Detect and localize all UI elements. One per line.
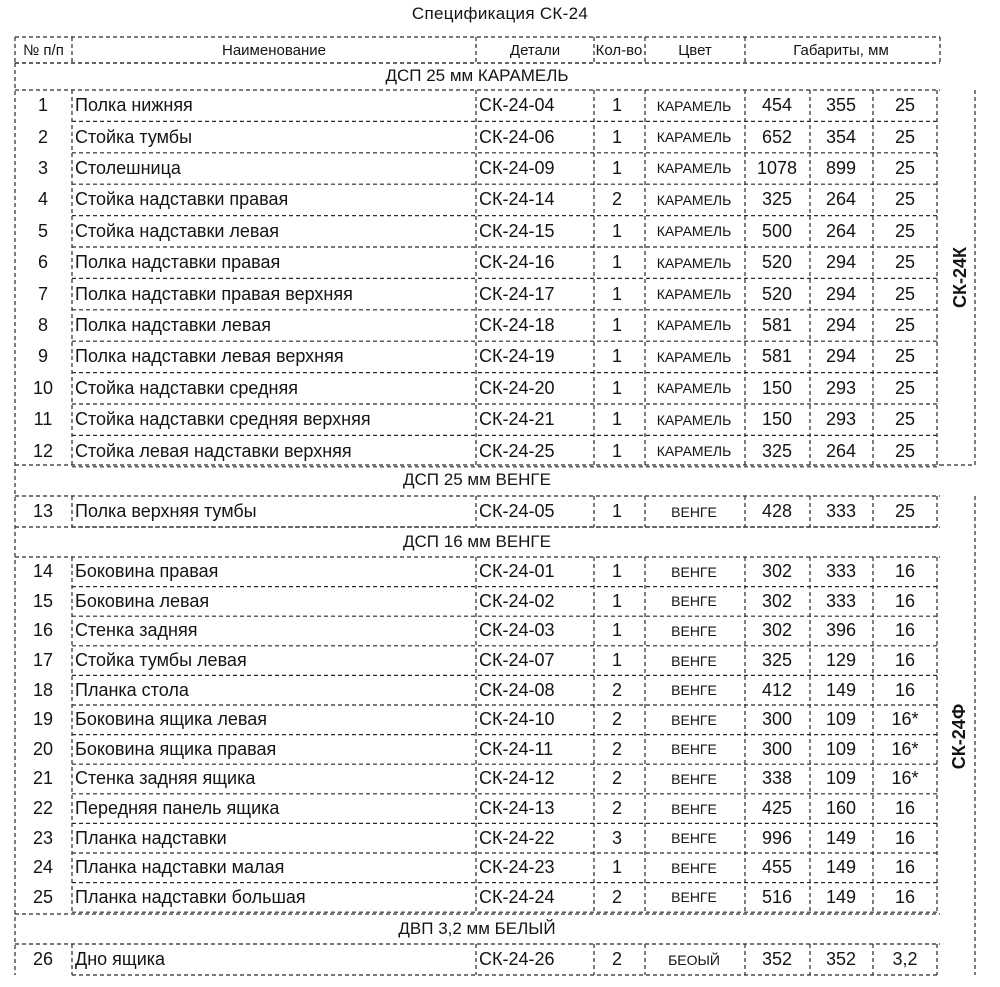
cell-d2: 149 (825, 857, 857, 878)
cell-detail: СК-24-07 (479, 650, 555, 671)
cell-d3: 3,2 (892, 949, 918, 969)
cell-color: ВЕНГЕ (671, 682, 717, 699)
cell-d2: 149 (825, 679, 857, 700)
cell-color: ВЕНГЕ (671, 859, 717, 876)
col-name-header: Наименование (222, 41, 326, 59)
cell-color: КАРАМЕЛЬ (656, 254, 732, 271)
cell-color: КАРАМЕЛЬ (656, 380, 732, 397)
cell-d2: 109 (825, 709, 857, 730)
cell-detail: СК-24-25 (479, 440, 555, 461)
cell-name: Столешница (75, 157, 181, 178)
cell-d2: 160 (825, 798, 857, 819)
cell-name: Стойка тумбы левая (75, 650, 247, 671)
cell-detail: СК-24-12 (479, 768, 555, 789)
cell-detail: СК-24-01 (479, 561, 555, 582)
section-header: ДВП 3,2 мм БЕЛЫЙ (398, 919, 556, 938)
cell-name: Планка надставки малая (75, 857, 285, 878)
cell-detail: СК-24-19 (479, 346, 555, 367)
col-qty-header: Кол-во (595, 41, 643, 59)
cell-d1: 325 (761, 189, 793, 210)
cell-d3: 25 (894, 126, 916, 147)
cell-d2: 396 (825, 620, 857, 641)
cell-d2: 333 (825, 590, 857, 611)
cell-color: ВЕНГЕ (671, 711, 717, 728)
document-title: Спецификация СК-24 (411, 4, 589, 23)
cell-d2: 333 (825, 561, 857, 582)
cell-d2: 294 (825, 346, 857, 367)
cell-d2: 355 (825, 95, 857, 116)
cell-color: КАРАМЕЛЬ (656, 411, 732, 428)
cell-detail: СК-24-14 (479, 189, 555, 210)
cell-detail: СК-24-02 (479, 590, 555, 611)
cell-d3: 16 (894, 886, 916, 907)
cell-d1: 996 (761, 827, 793, 848)
cell-qty: 1 (611, 126, 622, 147)
cell-num: 20 (32, 738, 54, 759)
cell-num: 6 (37, 252, 48, 273)
cell-d2: 293 (825, 409, 857, 430)
cell-color: БЕОЫЙ (668, 951, 720, 968)
cell-detail: СК-24-23 (479, 857, 555, 878)
cell-qty: 1 (611, 620, 622, 641)
cell-d1: 516 (761, 886, 793, 907)
cell-name: Стойка левая надставки верхняя (75, 440, 352, 461)
cell-d1: 150 (761, 409, 793, 430)
cell-d1: 325 (761, 650, 793, 671)
cell-num: 8 (37, 314, 48, 335)
cell-d1: 425 (761, 798, 793, 819)
cell-d3: 16 (894, 620, 916, 641)
cell-name: Дно ящика (75, 949, 166, 969)
cell-d3: 25 (894, 283, 916, 304)
cell-qty: 1 (611, 440, 622, 461)
cell-name: Стойка тумбы (75, 126, 193, 147)
cell-detail: СК-24-11 (479, 738, 554, 759)
cell-d2: 293 (825, 377, 857, 398)
cell-d2: 294 (825, 252, 857, 273)
cell-qty: 1 (611, 409, 622, 430)
cell-qty: 1 (611, 590, 622, 611)
cell-d2: 294 (825, 314, 857, 335)
cell-d2: 354 (825, 126, 857, 147)
cell-name: Стойка надставки правая (75, 189, 289, 210)
cell-color: КАРАМЕЛЬ (656, 97, 732, 114)
cell-num: 17 (32, 650, 54, 671)
cell-qty: 1 (611, 650, 622, 671)
cell-color: КАРАМЕЛЬ (656, 223, 732, 240)
cell-d1: 302 (761, 590, 793, 611)
cell-detail: СК-24-10 (479, 709, 555, 730)
cell-name: Полка надставки правая верхняя (75, 283, 353, 304)
cell-d3: 25 (894, 189, 916, 210)
cell-d1: 428 (761, 501, 793, 521)
cell-num: 11 (33, 409, 53, 430)
cell-color: КАРАМЕЛЬ (656, 286, 732, 303)
cell-num: 2 (37, 126, 48, 147)
cell-detail: СК-24-08 (479, 679, 555, 700)
cell-d2: 333 (825, 501, 857, 521)
cell-d3: 25 (894, 501, 916, 521)
cell-d3: 16 (894, 561, 916, 582)
cell-d2: 352 (825, 949, 857, 969)
cell-d2: 294 (825, 283, 857, 304)
cell-d1: 581 (761, 314, 793, 335)
cell-num: 26 (32, 949, 54, 969)
cell-color: КАРАМЕЛЬ (656, 129, 732, 146)
col-details-header: Детали (509, 41, 561, 59)
cell-d2: 149 (825, 827, 857, 848)
cell-d1: 454 (761, 95, 793, 116)
cell-num: 10 (32, 377, 54, 398)
col-dims-header: Габариты, мм (793, 41, 889, 59)
cell-detail: СК-24-04 (479, 95, 555, 116)
cell-qty: 2 (611, 709, 622, 730)
cell-d1: 1078 (756, 157, 798, 178)
cell-name: Стенка задняя (75, 620, 198, 641)
cell-detail: СК-24-06 (479, 126, 555, 147)
cell-name: Боковина левая (75, 590, 210, 611)
cell-d1: 652 (761, 126, 793, 147)
cell-name: Полка надставки правая (75, 252, 281, 273)
cell-color: ВЕНГЕ (671, 563, 717, 580)
cell-detail: СК-24-20 (479, 377, 555, 398)
cell-qty: 1 (611, 252, 622, 273)
cell-d3: 25 (894, 252, 916, 273)
cell-color: ВЕНГЕ (671, 800, 717, 817)
cell-detail: СК-24-13 (479, 798, 555, 819)
section-header: ДСП 25 мм ВЕНГЕ (403, 470, 551, 489)
cell-num: 24 (32, 857, 54, 878)
cell-qty: 1 (611, 857, 622, 878)
cell-num: 4 (37, 189, 48, 210)
cell-d3: 16* (891, 738, 919, 759)
cell-name: Стойка надставки средняя (75, 377, 298, 398)
cell-d1: 352 (761, 949, 793, 969)
cell-d3: 25 (894, 157, 916, 178)
cell-d2: 899 (825, 157, 857, 178)
cell-d2: 264 (825, 220, 857, 241)
cell-d3: 16* (891, 768, 919, 789)
cell-num: 5 (37, 220, 48, 241)
cell-d3: 16 (894, 590, 916, 611)
cell-num: 13 (32, 501, 54, 521)
cell-d3: 16 (894, 650, 916, 671)
col-num-header: № п/п (23, 41, 64, 59)
cell-color: ВЕНГЕ (671, 652, 717, 669)
cell-qty: 2 (611, 189, 622, 210)
cell-qty: 1 (611, 346, 622, 367)
cell-d1: 300 (761, 709, 793, 730)
cell-d2: 109 (825, 738, 857, 759)
cell-color: ВЕНГЕ (671, 741, 717, 758)
cell-num: 14 (32, 561, 54, 582)
cell-detail: СК-24-15 (479, 220, 555, 241)
cell-d1: 412 (761, 679, 793, 700)
cell-num: 23 (32, 827, 54, 848)
cell-color: КАРАМЕЛЬ (656, 317, 732, 334)
cell-d1: 302 (761, 561, 793, 582)
cell-d3: 16 (894, 857, 916, 878)
cell-name: Стенка задняя ящика (75, 768, 256, 789)
cell-qty: 1 (611, 377, 622, 398)
cell-num: 21 (32, 768, 54, 789)
cell-d3: 25 (894, 220, 916, 241)
cell-d1: 581 (761, 346, 793, 367)
section-header: ДСП 16 мм ВЕНГЕ (403, 532, 551, 551)
cell-color: ВЕНГЕ (671, 770, 717, 787)
cell-name: Планка надставки большая (75, 886, 306, 907)
cell-d3: 16* (891, 709, 919, 730)
cell-name: Полка нижняя (75, 95, 193, 116)
cell-d1: 302 (761, 620, 793, 641)
cell-detail: СК-24-26 (479, 949, 555, 969)
cell-d3: 25 (894, 95, 916, 116)
cell-detail: СК-24-16 (479, 252, 555, 273)
cell-d3: 16 (894, 798, 916, 819)
cell-num: 3 (37, 157, 48, 178)
cell-d1: 500 (761, 220, 793, 241)
cell-qty: 3 (611, 827, 622, 848)
cell-detail: СК-24-09 (479, 157, 555, 178)
cell-d2: 149 (825, 886, 857, 907)
cell-name: Полка верхняя тумбы (75, 501, 257, 521)
cell-qty: 1 (611, 157, 622, 178)
cell-d3: 25 (894, 440, 916, 461)
cell-qty: 1 (611, 501, 622, 521)
cell-qty: 1 (611, 314, 622, 335)
cell-detail: СК-24-24 (479, 886, 555, 907)
cell-color: ВЕНГЕ (671, 830, 717, 847)
cell-num: 1 (37, 95, 48, 116)
cell-d2: 264 (825, 440, 857, 461)
cell-d3: 16 (894, 827, 916, 848)
cell-d1: 300 (761, 738, 793, 759)
cell-qty: 1 (611, 283, 622, 304)
cell-color: ВЕНГЕ (671, 622, 717, 639)
cell-d1: 150 (761, 377, 793, 398)
cell-name: Стойка надставки средняя верхняя (75, 409, 371, 430)
cell-color: ВЕНГЕ (671, 889, 717, 906)
cell-name: Боковина ящика правая (75, 738, 277, 759)
cell-name: Боковина ящика левая (75, 709, 268, 730)
cell-qty: 2 (611, 768, 622, 789)
col-color-header: Цвет (678, 41, 712, 59)
cell-color: КАРАМЕЛЬ (656, 191, 732, 208)
cell-qty: 2 (611, 798, 622, 819)
cell-num: 19 (32, 709, 54, 730)
cell-name: Стойка надставки левая (75, 220, 280, 241)
cell-detail: СК-24-22 (479, 827, 555, 848)
cell-color: КАРАМЕЛЬ (656, 348, 732, 365)
cell-detail: СК-24-18 (479, 314, 555, 335)
cell-num: 16 (32, 620, 54, 641)
group-label-text: СК-24Ф (949, 703, 970, 769)
cell-d1: 520 (761, 252, 793, 273)
cell-qty: 1 (611, 561, 622, 582)
cell-name: Боковина правая (75, 561, 219, 582)
cell-num: 15 (32, 590, 54, 611)
cell-d3: 25 (894, 314, 916, 335)
cell-d1: 338 (761, 768, 793, 789)
cell-name: Планка стола (75, 679, 189, 700)
cell-num: 12 (32, 440, 54, 461)
cell-qty: 2 (611, 679, 622, 700)
cell-color: ВЕНГЕ (671, 593, 717, 610)
cell-num: 7 (37, 283, 48, 304)
cell-d3: 25 (894, 377, 916, 398)
cell-num: 25 (32, 886, 54, 907)
cell-qty: 2 (611, 886, 622, 907)
section-header: ДСП 25 мм КАРАМЕЛЬ (385, 66, 569, 85)
cell-detail: СК-24-05 (479, 501, 555, 521)
cell-d2: 264 (825, 189, 857, 210)
cell-name: Передняя панель ящика (75, 798, 280, 819)
cell-qty: 1 (611, 95, 622, 116)
cell-qty: 2 (611, 949, 622, 969)
cell-name: Полка надставки левая верхняя (75, 346, 344, 367)
cell-detail: СК-24-03 (479, 620, 555, 641)
cell-d2: 129 (825, 650, 857, 671)
cell-d1: 325 (761, 440, 793, 461)
cell-detail: СК-24-21 (479, 409, 555, 430)
cell-name: Планка надставки (75, 827, 227, 848)
cell-qty: 1 (611, 220, 622, 241)
cell-num: 9 (37, 346, 48, 367)
cell-color: ВЕНГЕ (671, 503, 717, 520)
cell-d3: 25 (894, 409, 916, 430)
cell-color: КАРАМЕЛЬ (656, 160, 732, 177)
cell-d2: 109 (825, 768, 857, 789)
cell-qty: 2 (611, 738, 622, 759)
cell-d3: 16 (894, 679, 916, 700)
cell-d1: 520 (761, 283, 793, 304)
cell-name: Полка надставки левая (75, 314, 271, 335)
cell-num: 18 (32, 679, 54, 700)
cell-d3: 25 (894, 346, 916, 367)
cell-color: КАРАМЕЛЬ (656, 443, 732, 460)
cell-num: 22 (32, 798, 54, 819)
group-label-text: СК-24К (949, 247, 970, 308)
cell-d1: 455 (761, 857, 793, 878)
cell-detail: СК-24-17 (479, 283, 555, 304)
